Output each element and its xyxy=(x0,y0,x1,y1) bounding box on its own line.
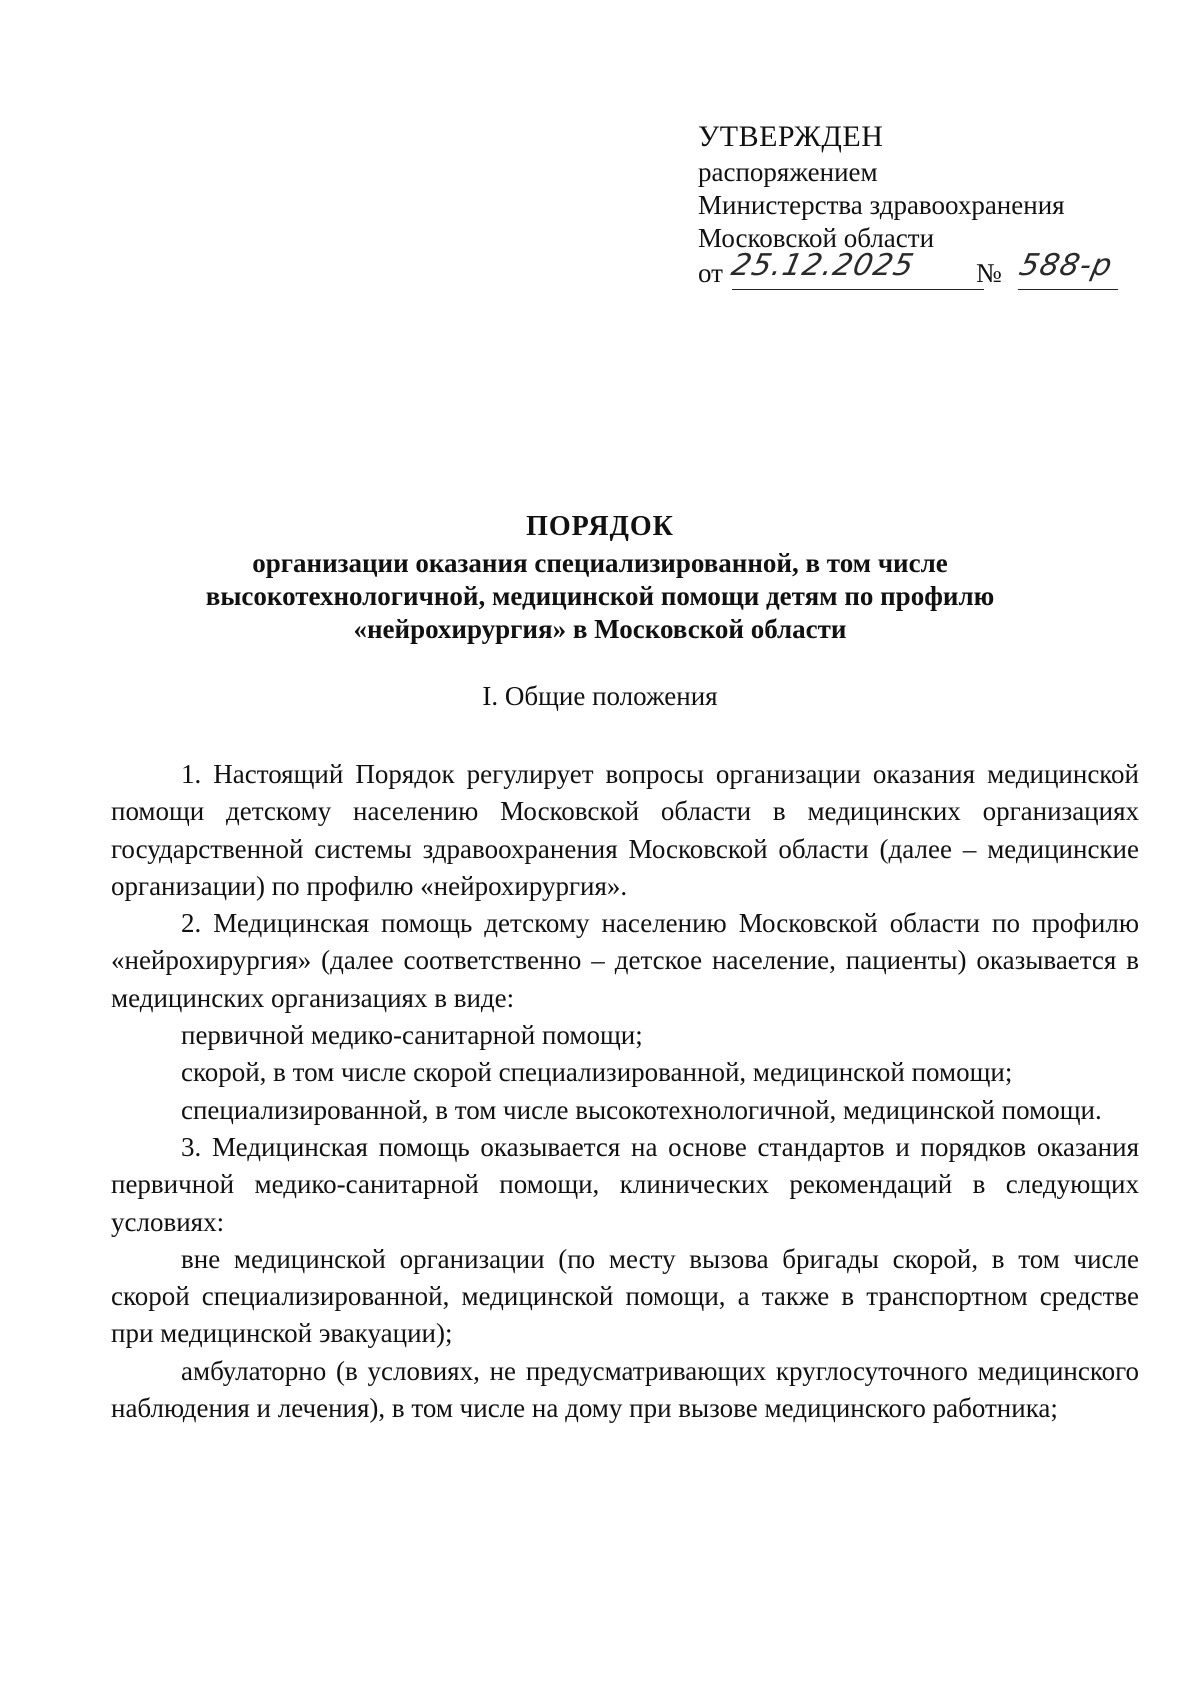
section-heading: I. Общие положения xyxy=(482,681,718,711)
document-subtitle-line-2: высокотехнологичной, медицинской помощи детям по профилю xyxy=(205,581,995,611)
paragraph: 2. Медицинская помощь детскому населению Московской области по профилю «нейрохирургия» (далее соответственно – детское население, пациенты) оказывается в медицинских организациях в виде: xyxy=(111,908,1139,1013)
approval-line-3: Московской области xyxy=(698,223,935,253)
approval-line-1: распоряжением xyxy=(698,157,878,187)
paragraph: вне медицинской организации (по месту вызова бригады скорой, в том числе скорой специализированной, медицинской помощи, а также в транспортном средстве при медицинской эвакуации); xyxy=(111,1243,1139,1349)
number-sign: № xyxy=(976,258,1002,288)
handwritten-number: 588-р xyxy=(1016,248,1116,283)
paragraph: скорой, в том числе скорой специализированной, медицинской помощи; xyxy=(181,1057,1013,1088)
approval-line-2: Министерства здравоохранения xyxy=(698,190,1065,220)
date-prefix: от xyxy=(698,258,723,288)
paragraph: амбулаторно (в условиях, не предусматривающих круглосуточного медицинского наблюдения и лечения), в том числе на дому при вызове медицинского работника; xyxy=(111,1355,1139,1424)
document-title-block xyxy=(100,510,1100,646)
paragraph: 1. Настоящий Порядок регулирует вопросы организации оказания медицинской помощи детскому населению Московской области в медицинских организациях государственной системы здравоохранения Московской области (далее – медицинские организации) по профилю «нейрохирургия». xyxy=(111,759,1139,901)
approval-date-number-line xyxy=(698,248,1138,291)
body-text xyxy=(111,756,1139,1427)
document-subtitle-line-1: организации оказания специализированной, в том числе xyxy=(252,548,948,578)
approval-block xyxy=(698,118,1138,291)
date-field xyxy=(728,248,984,290)
paragraph: специализированной, в том числе высокотехнологичной, медицинской помощи. xyxy=(181,1094,1102,1125)
approved-heading: УТВЕРЖДЕН xyxy=(698,120,884,153)
number-field xyxy=(1016,248,1118,290)
paragraph: 3. Медицинская помощь оказывается на основе стандартов и порядков оказания первичной медико-санитарной помощи, клинических рекомендаций в следующих условиях: xyxy=(111,1131,1139,1237)
paragraph: первичной медико-санитарной помощи; xyxy=(181,1020,643,1051)
document-subtitle-line-3: «нейрохирургия» в Московской области xyxy=(353,614,847,644)
handwritten-date: 25.12.2025 xyxy=(728,248,918,283)
document-title: ПОРЯДОК xyxy=(526,511,674,542)
